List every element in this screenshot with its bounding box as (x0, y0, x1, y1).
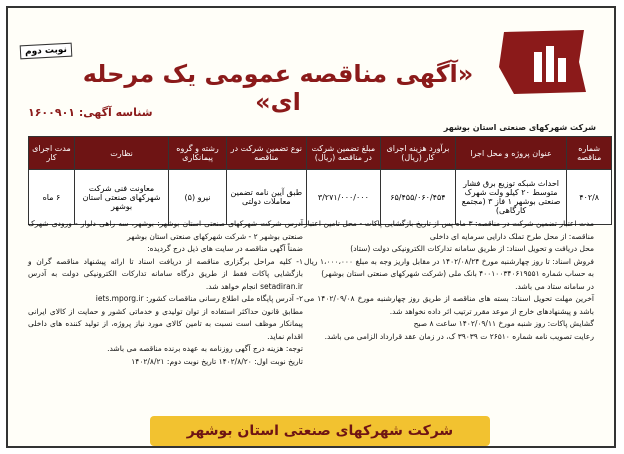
footer-company-banner: شرکت شهرکهای صنعتی استان بوشهر (150, 416, 490, 446)
table-cell: احداث شبکه توزیع برق فشار متوسط ۲۰ کیلو ولت شهرک صنعتی بوشهر ۱ فاز ۳ (مجتمع کارگاهی) (455, 170, 567, 225)
header-cell: عنوان پروژه و محل اجرا (455, 137, 567, 170)
header-cell: برآورد هزینه اجرای کار (ریال) (380, 137, 455, 170)
header-cell: نوع تضمین شرکت در مناقصه (226, 137, 306, 170)
paragraph: رعایت تصویب نامه شماره ۲۶۵۱۰ ت ۳۹۰۳۹ ک، در زمان عقد قرارداد الزامی می باشد. (324, 331, 594, 341)
left-column-text (28, 218, 303, 368)
header-cell: شماره مناقصه (567, 137, 612, 170)
table-cell: ۶ ماه (29, 170, 75, 225)
paragraph: گشایش پاکات: روز شنبه مورخ ۱۴۰۲/۰۹/۱۱ ساعت ۸ صبح (413, 319, 594, 328)
paragraph: مدت اعتبار تضمین شرکت در مناقصه: ۳ ماه پس از تاریخ بازگشایی پاکات - محل تامین اعتبار مناقصه: از محل طرح تملک دارایی سرمایه ای داخلی (304, 219, 594, 241)
table-cell: ۳/۲۷۱/۰۰۰/۰۰۰ (306, 170, 380, 225)
header-cell: مبلغ تضمین شرکت در مناقصه (ریال) (306, 137, 380, 170)
header-cell: نظارت (74, 137, 168, 170)
paragraph: آدرس شرکت شهرکهای صنعتی استان بوشهر: بوشهر، سه راهی دلوار - ورودی شهرک صنعتی بوشهر ۲ - شرکت شهرکهای صنعتی استان بوشهر (28, 219, 303, 241)
table-row (29, 170, 612, 225)
paragraph: ضمناً آگهی مناقصه در سایت های ذیل درج گردیده: (147, 244, 303, 253)
paragraph: آخرین مهلت تحویل اسناد: بسته های مناقصه از طریق روز چهارشنبه مورخ ۱۴۰۲/۰۹/۰۸ می باشد و پیشنهادهای خارج از موعد مقرر ترتیب اثر داده نخواهد شد. (304, 294, 594, 316)
round-badge: نوبت دوم (20, 43, 73, 60)
table-cell: ۶۵/۴۵۵/۰۶۰/۴۵۴ (380, 170, 455, 225)
table-cell: نیرو (۵) (169, 170, 227, 225)
table-cell: ۴۰۲/۸ (567, 170, 612, 225)
paragraph: ۲- آدرس پایگاه ملی اطلاع رسانی مناقصات کشور: iets.mporg.ir (95, 294, 303, 303)
header-cell: مدت اجرای کار (29, 137, 75, 170)
paragraph: فروش اسناد: تا روز چهارشنبه مورخ ۱۴۰۲/۰۸/۲۴ در مقابل واریز وجه به مبلغ ۱،۰۰۰،۰۰۰ ریال به حساب شماره ۴۰۰۱۰۰۳۴۰۶۱۹۵۵۱ بانک ملی (شرکت شهرکهای صنعتی استان بوشهر) (304, 256, 594, 278)
paragraph: تاریخ نوبت اول: ۱۴۰۲/۸/۲۰ تاریخ نوبت دوم: ۱۴۰۲/۸/۲۱ (131, 356, 303, 366)
table-cell: طبق آیین نامه تضمین معاملات دولتی (226, 170, 306, 225)
right-column-text (304, 218, 594, 343)
company-name-small: شرکت شهرکهای صنعتی استان بوشهر (443, 123, 596, 132)
paragraph: توجه: هزینه درج آگهی روزنامه به عهده برنده مناقصه می باشد. (107, 344, 303, 353)
header-cell: رشته و گروه پیمانکاری (169, 137, 227, 170)
company-logo (494, 22, 594, 102)
paragraph: در سامانه ستاد می باشد. (515, 281, 594, 291)
paragraph: ۱- کلیه مراحل برگزاری مناقصه از دریافت اسناد تا ارائه پیشنهاد مناقصه گران و بازگشایی پاکات فقط از طریق درگاه سامانه تدارکات الکترونیکی دولت به آدرس setadiran.ir انجام خواهد شد. (28, 256, 303, 291)
ad-frame (6, 6, 616, 448)
tender-table (28, 136, 612, 225)
table-cell: معاونت فنی شرکت شهرکهای صنعتی استان بوشهر (74, 170, 168, 225)
table-header-row (29, 137, 612, 170)
ad-number: شناسه آگهی: ۱۶۰۰۹۰۱ (28, 106, 153, 119)
paragraph: محل دریافت و تحویل اسناد: از طریق سامانه تدارکات الکترونیکی دولت (ستاد) (350, 244, 594, 253)
ad-title: «آگهی مناقصه عمومی یک مرحله ای» (82, 60, 474, 116)
paragraph: مطابق قانون حداکثر استفاده از توان تولیدی و خدماتی کشور و حمایت از کالای ایرانی پیمانکار موظف است نسبت به تامین کالای مورد نیاز پروژه، از تولید کننده های داخلی اقدام نماید. (28, 306, 303, 341)
